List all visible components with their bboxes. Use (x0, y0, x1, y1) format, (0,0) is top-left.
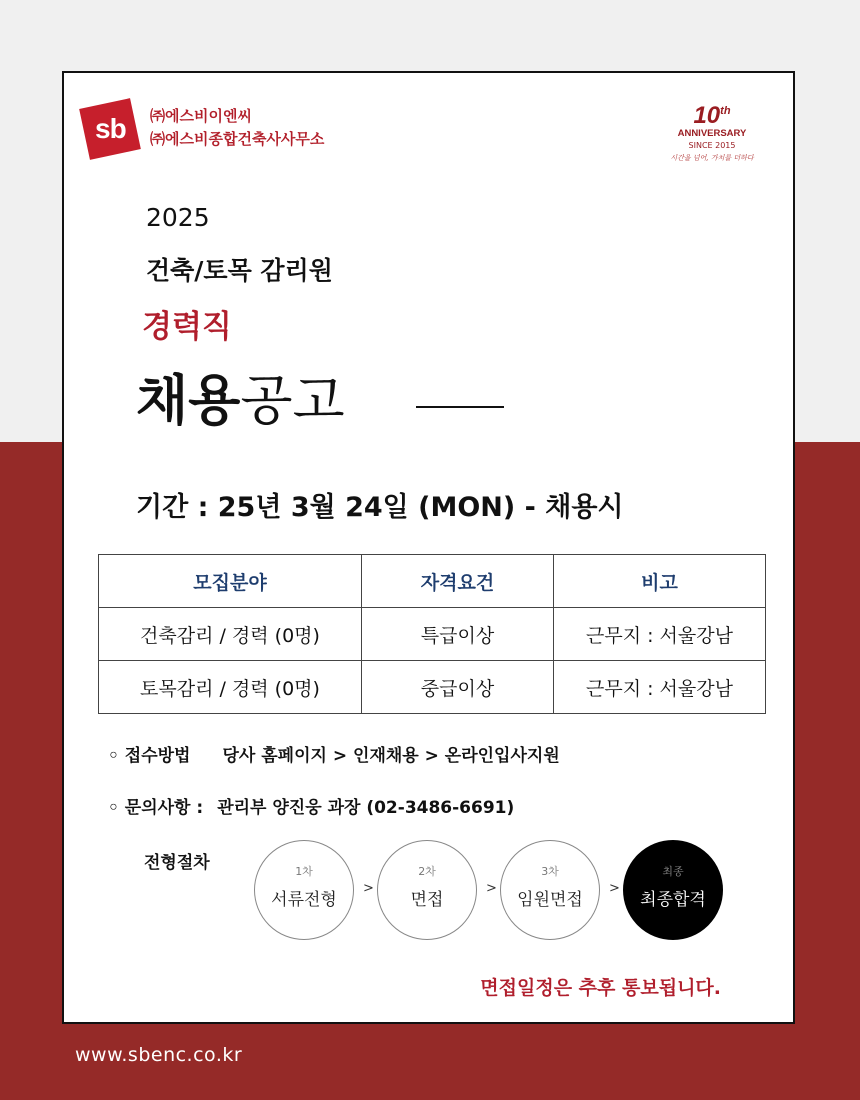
header-note: 비고 (554, 555, 766, 608)
step-number: 1차 (295, 865, 313, 878)
job-field: 건축/토목 감리원 (146, 256, 333, 285)
application-period: 기간 : 25년 3월 24일 (MON) - 채용시 (136, 492, 624, 523)
header-field: 모집분야 (99, 555, 362, 608)
step-interview (377, 840, 477, 940)
cell-field: 토목감리 / 경력 (0명) (99, 661, 362, 714)
table-row (99, 608, 766, 661)
title-rest: 공고 (240, 369, 345, 432)
apply-method (108, 741, 560, 766)
cell-qualification: 특급이상 (362, 608, 554, 661)
contact-label: ◦ 문의사항 : (108, 798, 204, 818)
table-row (99, 661, 766, 714)
anniversary-number: 10 (693, 102, 721, 129)
anniversary-since: SINCE 2015 (688, 141, 736, 150)
step-name: 면접 (410, 890, 444, 910)
page-title (136, 369, 345, 433)
company-name-2: ㈜에스비종합건축사사무소 (150, 130, 325, 148)
anniversary-badge (657, 99, 767, 163)
anniversary-suffix: th (720, 105, 731, 117)
contact-value: 관리부 양진웅 과장 (02-3486-6691) (217, 798, 515, 818)
recruitment-poster (62, 71, 795, 1024)
arrow-icon: > (486, 881, 497, 896)
cell-note: 근무지 : 서울강남 (554, 608, 766, 661)
step-name: 서류전형 (271, 890, 337, 910)
logo-mark-text: sb (94, 113, 126, 144)
arrow-icon: > (609, 881, 620, 896)
anniversary-tagline: 시간을 넘어, 가치를 더하다 (670, 154, 754, 162)
anniversary-label: ANNIVERSARY (677, 128, 747, 139)
career-type: 경력직 (142, 309, 232, 345)
recruitment-table (98, 554, 766, 714)
contact-info (108, 793, 514, 818)
step-final-acceptance (623, 840, 723, 940)
company-names (150, 105, 324, 151)
process-title: 전형절차 (144, 853, 210, 873)
company-name-1: ㈜에스비이엔씨 (150, 107, 252, 125)
cell-note: 근무지 : 서울강남 (554, 661, 766, 714)
step-number: 3차 (541, 865, 559, 878)
year: 2025 (146, 203, 210, 232)
sb-logo-mark (79, 98, 141, 160)
website-link[interactable]: www.sbenc.co.kr (75, 1044, 243, 1066)
table-header-row (99, 555, 766, 608)
cell-qualification: 중급이상 (362, 661, 554, 714)
apply-label: ◦ 접수방법 (108, 746, 191, 766)
step-document-screening (254, 840, 354, 940)
cell-field: 건축감리 / 경력 (0명) (99, 608, 362, 661)
company-logo (80, 99, 370, 163)
step-name: 임원면접 (517, 890, 583, 910)
step-number: 2차 (418, 865, 436, 878)
step-name: 최종합격 (640, 890, 706, 910)
interview-notice: 면접일정은 추후 통보됩니다. (480, 977, 721, 999)
title-divider (416, 406, 504, 408)
apply-value: 당사 홈페이지 > 인재채용 > 온라인입사지원 (222, 746, 560, 766)
title-bold: 채용 (136, 369, 241, 432)
arrow-icon: > (363, 881, 374, 896)
header-qualification: 자격요건 (362, 555, 554, 608)
step-executive-interview (500, 840, 600, 940)
step-number: 최종 (662, 865, 684, 878)
